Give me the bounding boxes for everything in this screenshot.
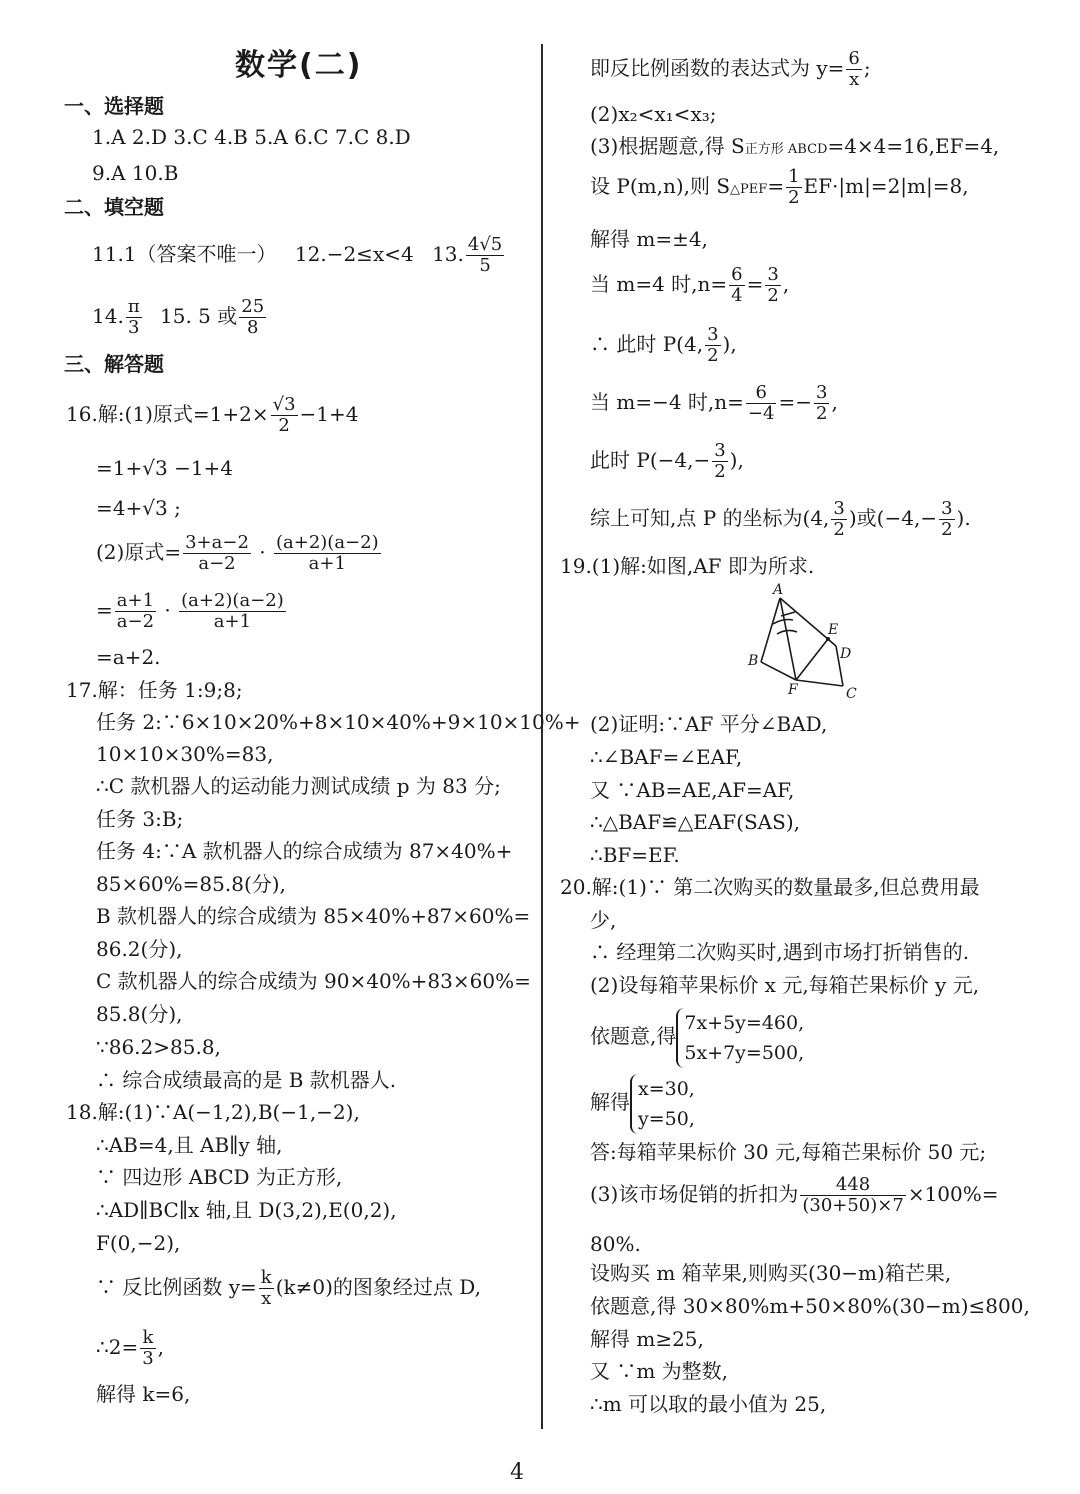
text: = [746,272,764,296]
page-number: 4 [510,1460,524,1485]
fraction [271,395,298,436]
fraction-numerator: 25 [241,296,265,317]
q20-line14: ∴m 可以取的最小值为 25, [590,1392,827,1416]
text: ), [722,332,737,356]
fraction-numerator: k [140,1328,155,1349]
fraction [729,265,744,306]
text: ; [863,56,871,80]
q17-line4: ∴C 款机器人的运动能力测试成绩 p 为 83 分; [96,774,501,798]
fraction-numerator: 6 [746,383,777,404]
q18-line5: F(0,−2), [96,1231,181,1255]
label-b: B [748,653,759,669]
text: 当 m=−4 时,n= [590,390,744,414]
fraction-numerator: (a+2)(a−2) [181,590,284,611]
r-line1 [590,46,871,90]
side-ab [761,598,780,662]
fraction [800,1175,905,1216]
fraction-numerator: π [127,296,140,317]
page-title: 数学(二) [235,48,363,83]
q20-line12: 解得 m≥25, [590,1327,704,1351]
fraction-numerator: 3 [815,382,828,403]
r-line3 [590,132,999,164]
q17-line7: 85×60%=85.8(分), [96,872,286,896]
fraction [140,1328,155,1369]
answer-12: 12.−2≤x<4 [294,242,414,266]
text: ∴ 此时 P(4, [590,332,704,356]
answer-14-label: 14. [92,304,124,328]
text: 16.解:(1)原式=1+2× [66,402,269,426]
fraction-denominator: a−2 [116,611,155,632]
text: =4×4=16,EF=4, [827,134,1000,158]
q20-line5 [590,1004,804,1068]
q18-line7 [96,1325,164,1369]
label-e: E [828,622,839,638]
r-line9 [590,438,744,482]
text: , [782,272,790,296]
q17-line5: 任务 3:B; [96,807,184,831]
q19-line5: ∴△BAF≌△EAF(SAS), [590,810,800,834]
fraction-numerator: 6 [731,264,743,285]
fraction-numerator: k [260,1267,272,1288]
q17-line1: 17.解：任务 1:9;8; [66,678,243,702]
fraction-numerator: 3 [707,324,719,345]
r-line10 [590,496,971,540]
text: (k≠0)的图象经过点 D, [275,1275,481,1299]
q17-line6: 任务 4:∵A 款机器人的综合成绩为 87×40%+ [96,839,513,863]
fraction [183,533,251,574]
text: , [831,390,838,414]
q16-line4: (2)原式= $\frac{3+a-2}{a-2}$ · $\frac{(a+2)(a-2)}{a+1}$ [96,532,379,574]
q20-line1: 20.解:(1)∵ 第二次购买的数量最多,但总费用最 [560,875,980,899]
fraction-denominator: 3 [128,317,140,338]
fraction-numerator: 4√5 [467,234,503,255]
fraction [259,1268,274,1309]
fraction-denominator: 8 [246,317,259,338]
choice-answers-row1: 1.A 2.D 3.C 4.B 5.A 6.C 7.C 8.D [92,125,411,149]
q18-line6 [96,1265,481,1309]
section-heading-choice: 一、选择题 [64,94,164,118]
q18-line2: ∴AB=4,且 AB∥y 轴, [96,1133,283,1157]
text: ∵ 反比例函数 y= [96,1275,257,1299]
fraction-denominator: 2 [714,461,726,482]
q17-line9: 86.2(分), [96,937,183,961]
q19-line3: ∴∠BAF=∠EAF, [590,745,743,769]
equation: 5x+7y=500, [684,1041,805,1064]
fraction [765,265,780,306]
r-line2: (2)x₂<x₁<x₃; [590,102,717,126]
r-line5: 解得 m=±4, [590,227,708,251]
text: 当 m=4 时,n= [590,272,728,296]
q19-line6: ∴BF=EF. [590,843,680,867]
q19-line2: (2)证明:∵AF 平分∠BAD, [590,712,828,736]
geometry-figure [743,582,868,704]
q20-line13: 又 ∵m 为整数, [590,1359,729,1383]
fraction-numerator: 448 [800,1175,905,1196]
q17-line3: 10×10×30%=83, [96,742,274,766]
text: , [157,1335,165,1359]
fraction-numerator: 1 [788,166,800,187]
column-divider [541,44,543,1429]
r-line6 [590,262,789,306]
text: EF·|m|=2|m|=8, [803,174,969,198]
q20-line6 [590,1070,695,1134]
q16-line2: =1+√3 −1+4 [96,456,234,480]
fraction-denominator: x [261,1288,272,1309]
q16-line3: =4+√3 ; [96,496,181,520]
fraction-denominator: 2 [707,345,719,366]
text: (3)该市场促销的折扣为 [590,1182,799,1206]
fraction-numerator: 3+a−2 [185,532,249,553]
q20-line10: 设购买 m 箱苹果,则购买(30−m)箱芒果, [590,1261,952,1285]
fraction [712,441,727,482]
q17-line12: ∵86.2>85.8, [96,1035,221,1059]
fraction-denominator: a+1 [213,611,252,632]
q18-line8: 解得 k=6, [96,1382,191,1406]
equation: x=30, [638,1077,695,1100]
fraction-numerator: √3 [272,394,296,415]
section-heading-fill: 二、填空题 [64,195,164,219]
construction-arc [773,620,793,625]
fill-answers-row2 [92,294,268,338]
text: 此时 P(−4,− [590,448,711,472]
fraction-numerator: 3 [941,498,953,519]
fraction [831,499,846,540]
fraction [705,325,720,366]
fill-answers-row1 [92,232,506,276]
fraction-denominator: x [849,69,860,90]
text: 依题意,得 [590,1024,677,1048]
r-line4 [590,164,969,212]
segment-ef [796,639,828,680]
fraction [115,591,156,632]
section-heading-solve: 三、解答题 [64,352,164,376]
q18-line1: 18.解:(1)∵A(−1,2),B(−1,−2), [66,1100,360,1124]
label-d: D [840,646,852,662]
fraction-denominator: (30+50)×7 [802,1195,904,1216]
text: (2)原式= [96,540,182,564]
q20-line11: 依题意,得 30×80%m+50×80%(30−m)≤800, [590,1294,1030,1318]
fraction-numerator: 6 [848,48,860,69]
answer-14-fraction [126,297,142,338]
answer-13-fraction [466,235,504,276]
q17-line2: 任务 2:∵6×10×20%+8×10×40%+9×10×10%+ [96,710,581,734]
fraction [786,167,801,208]
text: =− [778,390,812,414]
q19-line4: 又 ∵AB=AE,AF=AF, [590,778,795,802]
fraction-numerator: (a+2)(a−2) [275,532,379,553]
q20-line9: 80%. [590,1232,641,1256]
side-bf [761,662,796,680]
text: = [96,598,113,622]
solution-system [630,1074,695,1134]
text: ×100%= [907,1182,999,1206]
choice-answers-row2: 9.A 10.B [92,161,179,185]
q16-line1 [66,392,359,436]
equation: 7x+5y=460, [684,1011,805,1034]
fraction-numerator: a+1 [116,590,155,611]
fraction [179,591,286,632]
q18-line4: ∴AD∥BC∥x 轴,且 D(3,2),E(0,2), [96,1198,397,1222]
text: 解得 [590,1090,630,1114]
fraction [746,383,777,424]
q17-line10: C 款机器人的综合成绩为 90×40%+83×60%= [96,969,531,993]
text: 设 P(m,n),则 S [590,174,731,198]
q17-line13: ∴ 综合成绩最高的是 B 款机器人. [96,1068,397,1092]
text: 综上可知,点 P 的坐标为(4, [590,506,830,530]
text: (3)根据题意,得 S [590,134,745,158]
fraction-numerator: 3 [767,264,779,285]
fraction-denominator: −4 [747,403,775,424]
q20-line7: 答:每箱苹果标价 30 元,每箱芒果标价 50 元; [590,1140,987,1164]
q17-line11: 85.8(分), [96,1002,183,1026]
answer-15-fraction [239,297,266,338]
fraction [939,499,954,540]
side-fc [796,680,843,686]
q16-line6: =a+2. [96,645,161,669]
answer-13-label: 13. [432,242,464,266]
q18-line3: ∵ 四边形 ABCD 为正方形, [96,1165,343,1189]
text: = [767,174,785,198]
label-f: F [788,682,798,698]
answer-15-label: 15. 5 或 [160,304,238,328]
fraction [274,533,381,574]
q16-line5: = $\frac{a+1}{a-2}$ · $\frac{(a+2)(a-2)}{a+1}$ [96,590,284,632]
text: )或(−4,− [848,506,938,530]
fraction-denominator: 4 [731,285,743,306]
r-line7 [590,322,737,366]
fraction-denominator: 2 [278,415,290,436]
text: ∴2= [96,1335,139,1359]
fraction-denominator: 2 [767,285,779,306]
q17-line8: B 款机器人的综合成绩为 85×40%+87×60%= [96,904,531,928]
fraction-denominator: 5 [479,255,491,276]
subscript: △PEF [730,182,768,197]
fraction-numerator: 3 [714,440,726,461]
fraction-denominator: 2 [815,403,828,424]
text: ), [729,448,744,472]
fraction-numerator: 3 [833,498,845,519]
text: 即反比例函数的表达式为 y= [590,56,845,80]
fraction-denominator: 2 [941,519,953,540]
fraction-denominator: 2 [833,519,845,540]
q20-line8 [590,1172,999,1216]
fraction [814,383,829,424]
fraction-denominator: a−2 [198,553,236,574]
fraction [846,49,861,90]
label-c: C [846,686,857,702]
fraction-denominator: a+1 [308,553,346,574]
subscript: 正方形 ABCD [744,142,828,157]
text: −1+4 [299,402,359,426]
q20-line2: 少, [590,908,617,932]
q19-line1: 19.(1)解:如图,AF 即为所求. [560,554,815,578]
q20-line4: (2)设每箱苹果标价 x 元,每箱芒果标价 y 元, [590,973,980,997]
equation: y=50, [638,1107,695,1130]
fraction-denominator: 3 [142,1348,154,1369]
fraction-denominator: 2 [788,187,800,208]
r-line8 [590,380,838,424]
answer-11: 11.1（答案不唯一） [92,242,277,266]
label-a: A [773,582,784,598]
equation-system [676,1008,804,1068]
text: ). [956,506,971,530]
q20-line3: ∴ 经理第二次购买时,遇到市场打折销售的. [590,940,970,964]
